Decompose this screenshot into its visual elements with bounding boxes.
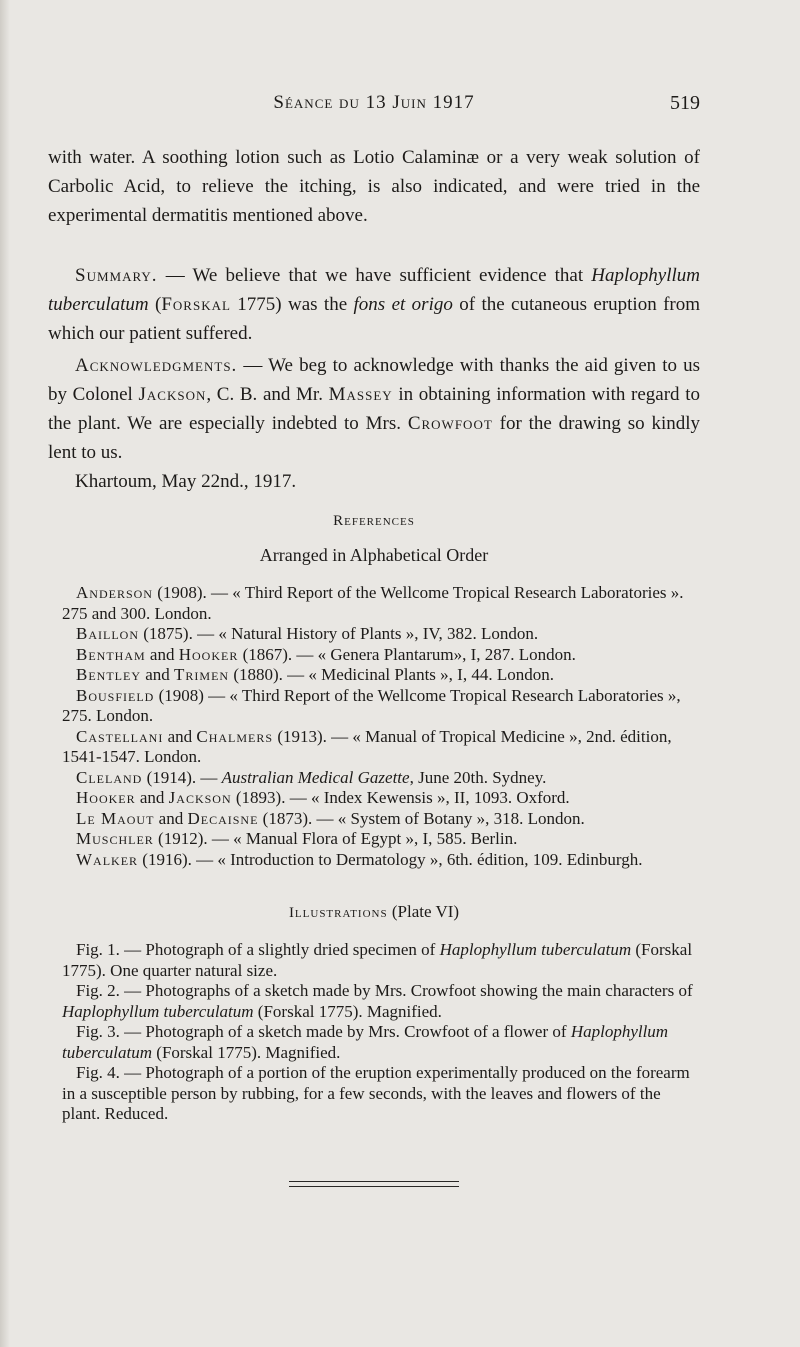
reference-author: Hooker <box>76 788 136 807</box>
summary-label: Summary. <box>75 265 158 286</box>
species-name: Haplophyllum tuberculatum <box>62 1001 254 1021</box>
reference-item: Baillon (1875). — « Natural History of Plants », IV, 382. London. <box>76 624 539 643</box>
acknowledgments-paragraph: Acknowledgments. — We beg to acknowledge with thanks the aid given to us by Colonel Jackson, C. B. and Mr. Massey in obtaining information with regard to the plant. We are especially indebted to Mrs. Crowfoot for the drawing so kindly lent to us. Khartoum, May 22nd., 1917. <box>48 351 700 496</box>
reference-author: Cleland <box>76 767 143 787</box>
page-header <box>48 92 700 122</box>
end-rule <box>289 1181 459 1187</box>
figure-caption: Fig. 4. — Photograph of a portion of the eruption experimentally produced on the forearm in a susceptible person by rubbing, for a few seconds, with the leaves and flowers of the plant. Reduced. <box>62 1063 690 1123</box>
reference-author: Bentley <box>76 665 141 684</box>
figure-caption: Fig. 3. — Photograph of a sketch made by Mrs. Crowfoot of a flower of Haplophyllum tuberculatum (Forskal 1775). Magnified. <box>62 1022 669 1062</box>
species-name: Haplophyllum tuberculatum <box>62 1022 669 1062</box>
figure-caption: Fig. 1. — Photograph of a slightly dried specimen of Haplophyllum tuberculatum (Forskal 1775). One quarter natural size. <box>62 940 693 980</box>
reference-author: Muschler <box>76 829 154 848</box>
illustrations-list <box>62 940 698 1125</box>
latin-phrase: fons et origo <box>353 294 453 315</box>
page-number: 519 <box>670 92 700 114</box>
reference-item: Hooker and Jackson (1893). — « Index Kewensis », II, 1093. Oxford. <box>76 788 570 807</box>
reference-item: Castellani and Chalmers (1913). — « Manual of Tropical Medicine », 2nd. édition, 1541-1547. London. <box>62 726 672 766</box>
reference-item: Anderson (1908). — « Third Report of the Wellcome Tropical Research Laboratories ». 275 and 300. London. <box>62 583 684 623</box>
references-heading: References <box>333 513 415 529</box>
reference-item: Le Maout and Decaisne (1873). — « System of Botany », 318. London. <box>76 808 585 828</box>
author-name: Forskal <box>161 294 231 315</box>
figure-caption: Fig. 2. — Photographs of a sketch made by Mrs. Crowfoot showing the main characters of Haplophyllum tuberculatum (Forskal 1775). Magnified. <box>62 981 693 1021</box>
running-head: Séance du 13 Juin 1917 <box>273 92 475 113</box>
reference-journal: Australian Medical Gazette <box>221 767 410 787</box>
reference-author: Bousfield <box>76 685 155 705</box>
reference-item: Bentham and Hooker (1867). — « Genera Plantarum», I, 287. London. <box>76 644 576 664</box>
reference-author: Walker <box>76 849 139 869</box>
reference-item: Bentley and Trimen (1880). — « Medicinal Plants », I, 44. London. <box>76 665 554 684</box>
reference-author: Bentham <box>76 644 146 664</box>
species-name: Haplophyllum tuberculatum <box>439 940 632 959</box>
continuation-paragraph: with water. A soothing lotion such as Lotio Calaminæ or a very weak solution of Carbolic Acid, to relieve the itching, is also indicated, and were tried in the experimental dermatitis mentioned above. <box>48 147 700 226</box>
dateline: Khartoum, May 22nd., 1917. <box>75 471 297 492</box>
reference-author: Le Maout <box>76 808 155 828</box>
species-name: Haplophyllum tuberculatum <box>48 265 700 315</box>
page-edge-shadow <box>0 0 10 1347</box>
reference-author: Castellani <box>76 726 164 746</box>
reference-item: Walker (1916). — « Introduction to Dermatology », 6th. édition, 109. Edinburgh. <box>76 849 643 869</box>
reference-author: Hooker <box>178 644 239 664</box>
acknowledgments-label: Acknowledgments. <box>75 355 238 376</box>
reference-author: Anderson <box>76 583 153 602</box>
summary-paragraph: Summary. — We believe that we have sufficient evidence that Haplophyllum tuberculatum (Forskal 1775) was the fons et origo of the cutaneous eruption from which our patient suffered. <box>48 265 701 344</box>
references-subheading: Arranged in Alphabetical Order <box>259 545 489 565</box>
reference-item: Bousfield (1908) — « Third Report of the Wellcome Tropical Research Laboratories », 275. London. <box>62 685 681 725</box>
references-list <box>62 583 698 870</box>
reference-author: Chalmers <box>196 726 274 746</box>
reference-author: Jackson <box>168 788 232 807</box>
illustrations-heading: Illustrations (Plate VI) <box>288 902 460 921</box>
reference-item: Muschler (1912). — « Manual Flora of Egypt », I, 585. Berlin. <box>76 829 518 848</box>
reference-author: Trimen <box>174 665 230 684</box>
reference-author: Decaisne <box>187 808 259 828</box>
reference-item: Cleland (1914). — Australian Medical Gazette, June 20th. Sydney. <box>76 767 547 787</box>
reference-author: Baillon <box>76 624 139 643</box>
